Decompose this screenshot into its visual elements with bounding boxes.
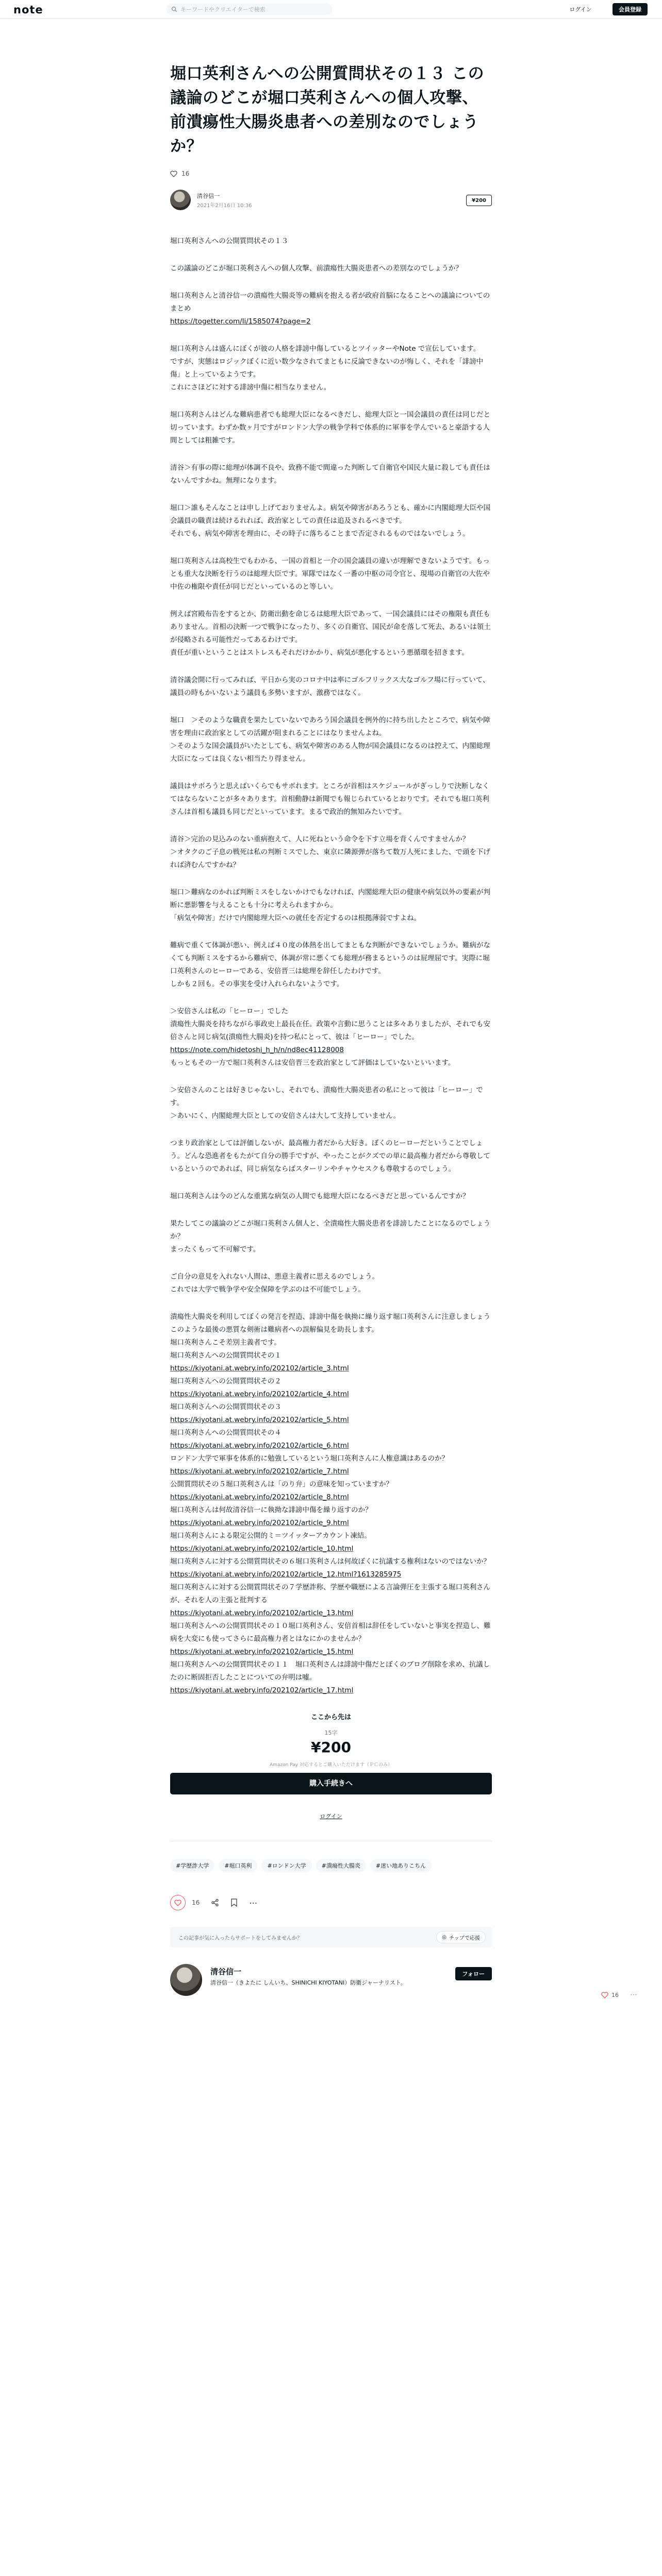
article-paragraph xyxy=(170,1270,492,1296)
article-line: 清谷＞有事の際に総理が体調不良や、致務不能で間違った判断して自衛官や国民大量に殺しても責任はないんですかね。無理になります。 xyxy=(170,464,490,485)
article-line: 清谷議会開に行ってみれば、平日から実のコロナ中は率にゴルフリックス大なゴルフ場に行っていて、議員の時もかいないよう議員も多勢いますが、激務ではなく。 xyxy=(170,676,490,697)
heart-icon xyxy=(601,1992,608,1998)
related-link-caption: 堀口英利さんへの公開質問状その４ xyxy=(170,1429,282,1437)
tip-label: チップで応援 xyxy=(449,1935,480,1941)
creator-name[interactable]: 清谷信一 xyxy=(210,1967,242,1976)
related-link[interactable]: https://kiyotani.at.webry.info/202102/article_12.html?1613285975 xyxy=(170,1570,402,1579)
article-line: もっともその一方で堀口英利さんは安倍晋三を政治家として評価はしていないといいます。 xyxy=(170,1059,455,1067)
related-link-caption: 堀口英利さんは何故清谷信一に執拗な誹謗中傷を繰り返すのか？ xyxy=(170,1506,372,1514)
purchase-button[interactable]: 購入手続きへ xyxy=(170,1773,492,1794)
tag-list xyxy=(170,1859,492,1872)
note-logo[interactable]: note xyxy=(13,4,43,16)
author-avatar[interactable] xyxy=(170,190,191,210)
related-link[interactable]: https://kiyotani.at.webry.info/202102/article_5.html xyxy=(170,1416,349,1424)
article-line: 堀口英利さんは高校生でもわかる、一国の首相と一介の国会議員の違いが理解できないようです。もっとも重大な決断を行うのは総理大臣です。軍隊ではなく一番の中枢の司令官と、現場の自衛官の大佐や中佐の権限や責任が同じだといっているのと等しい。 xyxy=(170,557,490,591)
article-paragraph xyxy=(170,886,492,925)
share-icon xyxy=(211,1899,219,1907)
author-row xyxy=(170,190,492,213)
signup-button[interactable]: 会員登録 xyxy=(613,3,648,15)
creator-profile xyxy=(170,1964,492,2015)
article-paragraph xyxy=(170,939,492,991)
related-link-caption: 堀口英利さんこそ差別主義者です。 xyxy=(170,1338,281,1347)
publish-date: 2021年2月16日 10:36 xyxy=(197,203,252,209)
article-paragraph xyxy=(170,1005,492,1070)
related-link-caption: 堀口英利さんに対する公開質問状その６堀口英利さんは何故ぼくに抗議する権利はないのではないか？ xyxy=(170,1557,490,1566)
like-count: 16 xyxy=(192,1899,200,1906)
article-line: ご自分の意見を入れない人間は、悪意主義者に思えるのでしょう。 xyxy=(170,1273,379,1281)
more-options-icon[interactable]: ⋯ xyxy=(630,1991,637,1999)
article-line: 堀口＞誰もそんなことは申し上げておりませんよ。病気や障害があろうとも、確かに内閣総理大臣や国会議員の職責は続けるれれば、政治家としての責任は追及されるべきです。 xyxy=(170,504,490,525)
article-like-count: 16 xyxy=(181,170,190,177)
related-link-caption: 堀口英利さんへの公開質問状その３ xyxy=(170,1403,282,1411)
article-paragraph xyxy=(170,780,492,819)
tip-button[interactable] xyxy=(436,1931,486,1943)
related-link-caption: 堀口英利さんへの公開質問状その１０堀口英利さん、安倍首相は辞任をしていないと事実を捏造し、難病を大変にも使ってさらに最高権力者とはなにかのませんか？ xyxy=(170,1622,491,1643)
article-paragraph xyxy=(170,1190,492,1203)
article-paragraph xyxy=(170,555,492,594)
support-banner xyxy=(170,1927,492,1947)
related-link[interactable]: https://kiyotani.at.webry.info/202102/article_4.html xyxy=(170,1390,349,1398)
article-line: 堀口英利さんと清谷信一の潰瘍性大腸炎等の難病を抱える者が政府首脳になることへの議論についてのまとめ xyxy=(170,292,490,313)
article-line: 責任が重いということはストレスもそれだけかかり、病気が悪化するという悪循環を招きます。 xyxy=(170,649,469,657)
related-link-caption: ロンドン大学で軍事を体系的に勉強しているという堀口英利さんに人権意識はあるのか？ xyxy=(170,1454,449,1463)
article-paragraph xyxy=(170,833,492,872)
creator-avatar[interactable] xyxy=(170,1964,202,1996)
related-link-caption: 潰瘍性大腸炎を利用してぼくの発言を捏造、誹謗中傷を執拗に繰り返す堀口英利さんに注意しましょう xyxy=(170,1313,490,1321)
article-line: この議論のどこが堀口英利さんへの個人攻撃、前潰瘍性大腸炎患者への差別なのでしょうか？ xyxy=(170,264,462,273)
article-paragraph xyxy=(170,235,492,248)
related-link[interactable]: https://kiyotani.at.webry.info/202102/article_15.html xyxy=(170,1648,354,1656)
article-paragraph xyxy=(170,262,492,275)
article-line: ＞オタクのご子息の戦死は私の判断ミスでした、東京に隣源弾が落ちて数万人死にました、で頭を下げれば済むんですかね？ xyxy=(170,848,490,869)
purchase-heading: ここから先は xyxy=(310,1714,351,1721)
article-line: つまり政治家としては評価しないが、最高権力者だから大好き。ぼくのヒーローだということでしょう。どんな恐進者をもたがて自分の勝手ですが、やったことがクズでの単に最高権力者だから尊敬しているというのであれば、同じ病気ならばスターリンやチャウセスクも尊敬するのでしょう。 xyxy=(170,1139,490,1173)
related-link-caption: このような最後の悪質な剣術は難病者への誤解偏見を助長します。 xyxy=(170,1326,378,1334)
related-links xyxy=(170,1311,492,1697)
article-line: 潰瘍性大腸炎を持ちながら事政史上最長在任。政策や言動に思うことは多々ありましたが、それでも安倍さんと同じ病気(潰瘍性大腸炎)を持つ私にとって、彼は「ヒーロー」でした。 xyxy=(170,1020,490,1041)
tip-icon: ◎ xyxy=(442,1934,446,1940)
article-line: これでは大学で戦争学や安全保障を学ぶのは不可能でしょう。 xyxy=(170,1285,365,1294)
related-link-caption: 堀口英利さんへの公開質問状その１ xyxy=(170,1351,282,1360)
article-line: 難病で重くて体調が悪い、例えば４０度の体熱を出してまともな判断ができないでしょうか。難病がなくても判断ミスをするから難病で、体調が常に悪くても総理が務まるというのは屁理屈です。実際に堀口英利さんのヒーローである、安倍晋三は総理を辞任したわけです。 xyxy=(170,941,490,975)
article-paragraph xyxy=(170,462,492,487)
price-badge: ¥200 xyxy=(466,195,492,206)
article-line: 堀口英利さんはどんな難病患者でも総理大臣になるべきだし、総理大臣と一国会議員の責任は同じだと切っています。わずか数ヶ月ですがロンドン大学の戦争学科で体系的に軍事を学んでいると豪語する人間としては粗雑です。 xyxy=(170,411,490,445)
article-line: ＞安倍さんは私の「ヒーロー」でした xyxy=(170,1007,288,1015)
article-line: 例えば宮殿布告をするとか、防衛出動を命じるは総理大臣であって、一国会議員にはその権限も責任もありません。首相の決断一つで戦争になったり、多くの自衛官、国民が命を落して死去、あるいは領土が侵略される可能性だってあるわけです。 xyxy=(170,610,491,644)
article-paragraph xyxy=(170,1084,492,1123)
article-line: 堀口英利さんへの公開質問状その１３ xyxy=(170,237,289,245)
article-line: 堀口英利さんは今のどんな重篤な病気の人間でも総理大臣になるべきだと思っているんですか？ xyxy=(170,1192,470,1200)
action-bar xyxy=(170,1895,492,1910)
related-link[interactable]: https://kiyotani.at.webry.info/202102/article_8.html xyxy=(170,1493,349,1501)
search-box[interactable] xyxy=(166,4,333,15)
floating-like[interactable] xyxy=(601,1992,619,1998)
login-button[interactable]: ログイン xyxy=(569,6,592,13)
related-link-caption: 公開質問状その５堀口英利さんは「のり弁」の意味を知っていますか？ xyxy=(170,1480,393,1488)
article-line: ＞安倍さんのことは好きじゃないし、それでも、潰瘍性大腸炎患者の私にとって彼は「ヒーロー」です。 xyxy=(170,1086,483,1107)
article-line: 堀口英利さんは盛んにぼくが彼の人格を誹謗中傷しているとツイッターやNote で宣伝しています。 xyxy=(170,345,481,353)
article-line: ですが、実態はロジックぼくに近い数少なされてまともに反論できないのが悔しく、それを「誹謗中傷」と上っているようです。 xyxy=(170,358,484,379)
article-line: しかも２回も。その事実を受け入れられないようです。 xyxy=(170,980,344,988)
related-link[interactable]: https://kiyotani.at.webry.info/202102/article_6.html xyxy=(170,1442,349,1450)
article-paragraph xyxy=(170,409,492,447)
bookmark-icon xyxy=(230,1899,238,1907)
remaining-length: 15字 xyxy=(324,1730,338,1736)
article-line: まったくもって不可解です。 xyxy=(170,1245,260,1253)
more-button[interactable] xyxy=(249,1898,257,1908)
like-button[interactable] xyxy=(170,1895,186,1910)
purchase-login-link[interactable]: ログイン xyxy=(320,1813,342,1820)
related-link-caption: 堀口英利さんに対する公開質問状その７学歴詐称、学歴や職歴による言論弾圧を主張する堀口英利さんが、それを人の主張と批判する xyxy=(170,1583,490,1604)
article-line: 議員はサボろうと思えばいくらでもサボれます。ところが首相はスケジュールがぎっしりで決断しなくてはならないことが多々あります。首相動静は新聞でも報じられているとおりです。それでも堀口英利さんは首相も議員も同じだといっています。まるで政治的無知みたいです。 xyxy=(170,782,489,816)
heart-icon xyxy=(174,1900,181,1906)
related-link-caption: 堀口英利さんへの公開質問状その２ xyxy=(170,1377,282,1385)
hashtag[interactable]: #堀口英利 xyxy=(219,1859,257,1872)
article-line: これにさほどに対する誹謗中傷に相当なりません。 xyxy=(170,383,331,392)
share-button[interactable] xyxy=(211,1899,219,1907)
related-link[interactable]: https://kiyotani.at.webry.info/202102/article_13.html xyxy=(170,1609,354,1617)
related-link[interactable]: https://kiyotani.at.webry.info/202102/article_7.html xyxy=(170,1467,349,1476)
article-paragraph xyxy=(170,290,492,328)
purchase-area xyxy=(170,1711,492,1820)
hashtag[interactable]: #ロンドン大学 xyxy=(261,1859,311,1872)
article-likes[interactable] xyxy=(170,170,492,177)
bookmark-button[interactable] xyxy=(230,1899,238,1907)
article-line: 「病気や障害」だけで内閣総理大臣への就任を否定するのは根拠薄弱ですよね。 xyxy=(170,914,421,922)
follow-button[interactable]: フォロー xyxy=(455,1967,492,1980)
article-line: ＞あいにく、内閣総理大臣としての安倍さんは大して支持していません。 xyxy=(170,1112,401,1120)
author-name[interactable]: 清谷信一 xyxy=(197,193,220,199)
article-column xyxy=(170,62,492,2015)
related-link-caption: 堀口英利さんへの公開質問状その１１ 堀口英利さんは誹謗中傷だとぼくのブログ削除を求め、抗議したのに断固拒否したことについての弁明は嘘。 xyxy=(170,1660,490,1682)
top-header xyxy=(0,0,662,19)
floating-like-count: 16 xyxy=(611,1992,619,1998)
article-link[interactable]: https://note.com/hidetoshi_h_h/n/nd8ec41128008 xyxy=(170,1046,344,1054)
hashtag[interactable]: #潰瘍性大腸炎 xyxy=(316,1859,366,1872)
article-line: 堀口＞難病なのかれば判断ミスをしないかけでもなければ、内閣総理大臣の健康や病気以外の要素が判断に悪影響を与えることも十分に考えられますから。 xyxy=(170,888,490,909)
article-paragraph xyxy=(170,608,492,659)
article-paragraph xyxy=(170,674,492,700)
hashtag[interactable]: #迷い地ありこちん xyxy=(370,1859,432,1872)
related-link-caption: 堀口英利さんによる限定公開的ミ＝ツイッターアカウント凍結。 xyxy=(170,1532,371,1540)
article-paragraph xyxy=(170,1217,492,1256)
article-line: それでも、病気や障害を理由に、その時子に落ちることまで否定されるものではないでしょう。 xyxy=(170,530,470,538)
search-input[interactable]: キーワードやクリエイターで検索 xyxy=(180,6,266,13)
payment-note: Amazon Pay 対応するとご購入いただけます（ＰＣのみ） xyxy=(270,1762,392,1768)
article-body xyxy=(170,235,492,1296)
article-paragraph xyxy=(170,1137,492,1176)
search-icon xyxy=(171,6,177,12)
article-line: 堀口 ＞そのような職責を果たしていないであろう国会議員を例外的に持ち出したところで、病気や障害を理由に政治家としての活躍が阻まれることにはなりませんよね。 xyxy=(170,716,490,737)
heart-icon xyxy=(170,171,177,177)
creator-description: 清谷信一（きよたに しんいち、SHINICHI KIYOTANI）防衛ジャーナリスト。 xyxy=(210,1979,406,1986)
purchase-price: ¥200 xyxy=(311,1739,351,1756)
article-line: 清谷＞完治の見込みのない重病抱えて、人に死ねという命令を下す立場を背くんですませんか？ xyxy=(170,835,470,843)
article-title: 堀口英利さんへの公開質問状その１３ この議論のどこが堀口英利さんへの個人攻撃、前潰瘍性大腸炎患者への差別なのでしょうか？ xyxy=(170,64,485,156)
more-icon: ⋯ xyxy=(249,1897,258,1908)
article-paragraph xyxy=(170,502,492,540)
hashtag[interactable]: #学歴詐大学 xyxy=(170,1859,214,1872)
related-link[interactable]: https://kiyotani.at.webry.info/202102/article_10.html xyxy=(170,1545,354,1553)
article-paragraph xyxy=(170,343,492,394)
support-text: この記事が気に入ったらサポートをしてみませんか？ xyxy=(178,1936,302,1941)
article-line: ＞そのような国会議員がいたとしても、病気や障害のある人物が国会議員になるのは控えて、内閣総理大臣になっては良くない相当たり得ません。 xyxy=(170,742,490,763)
related-link[interactable]: https://kiyotani.at.webry.info/202102/article_9.html xyxy=(170,1519,349,1527)
article-link[interactable]: https://togetter.com/li/1585074?page=2 xyxy=(170,317,311,326)
related-link[interactable]: https://kiyotani.at.webry.info/202102/article_3.html xyxy=(170,1364,349,1372)
related-link[interactable]: https://kiyotani.at.webry.info/202102/article_17.html xyxy=(170,1686,354,1694)
article-line: 果たしてこの議論のどこが堀口英利さん個人と、全潰瘍性大腸炎患者を誹謗したことになるのでしょうか？ xyxy=(170,1219,490,1241)
article-paragraph xyxy=(170,714,492,766)
